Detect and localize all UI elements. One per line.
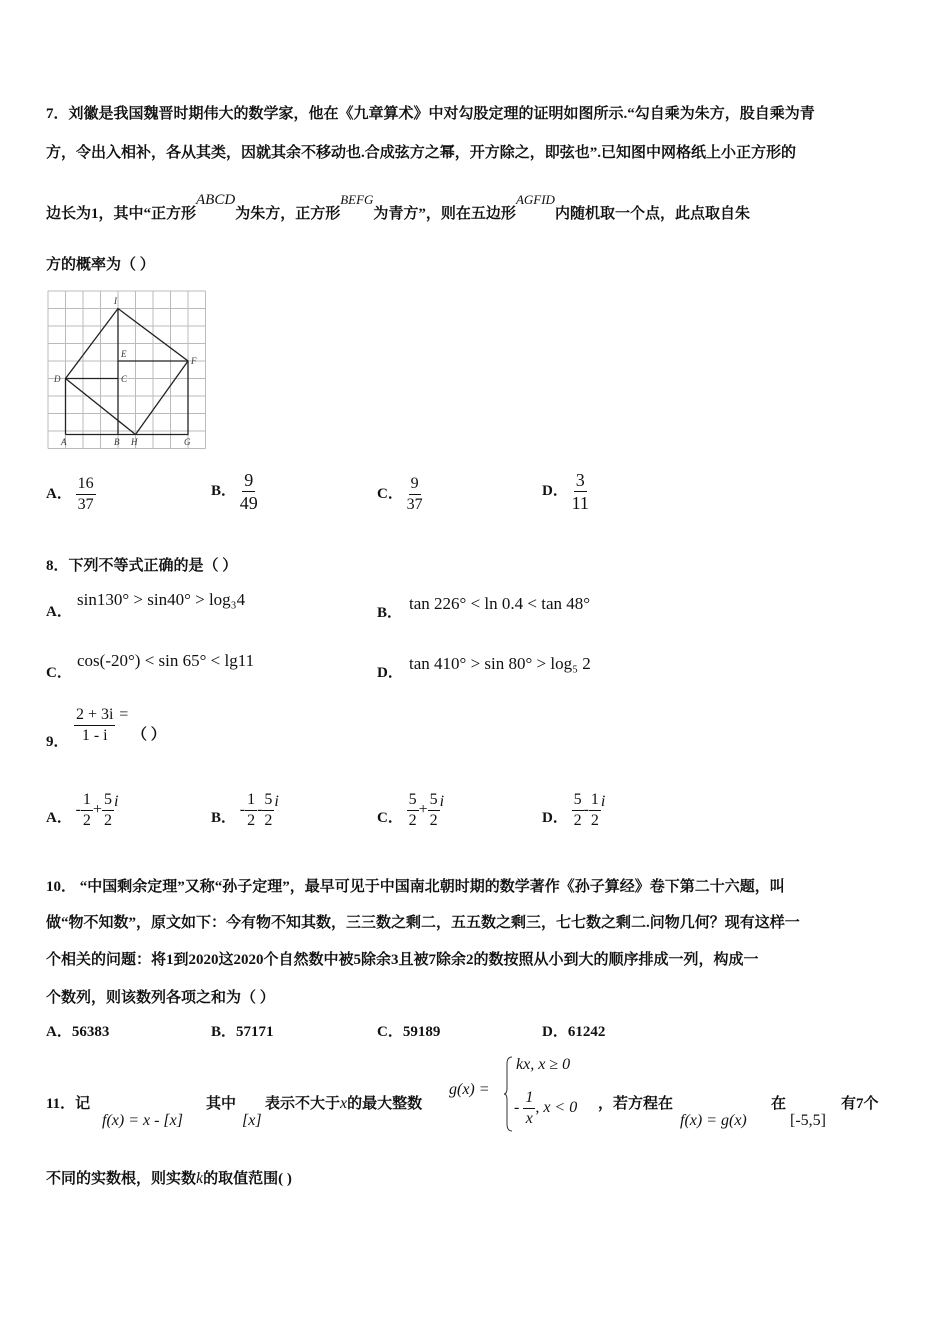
option-label: C． <box>377 1024 403 1040</box>
q11-text: 其中 <box>206 1096 237 1112</box>
q8-option-b-expr: tan 226° < ln 0.4 < tan 48° <box>409 594 591 613</box>
denominator: 37 <box>77 496 94 513</box>
label-b: B <box>114 437 120 447</box>
denominator: 2 <box>82 812 91 829</box>
q8-option-c-label[interactable]: C． <box>46 665 72 681</box>
q9-number: 9． <box>46 734 69 750</box>
q7-line-1: 7．刘徽是我国魏晋时期伟大的数学家，他在《九章算术》中对勾股定理的证明如图所示.“勾自乘为朱方，股自乘为青 <box>46 106 815 122</box>
q7-option-a[interactable] <box>46 474 96 515</box>
q8-option-d-label[interactable]: D． <box>377 665 403 681</box>
q7-option-c[interactable] <box>377 474 423 515</box>
q9-expression <box>74 705 166 746</box>
q9-option-b[interactable] <box>211 790 279 831</box>
text: 表示不大于 <box>265 1096 341 1112</box>
label-f: F <box>191 356 197 366</box>
math-abcd: ABCD <box>196 192 236 208</box>
q10-option-d[interactable] <box>542 1020 605 1041</box>
text: 的取值范围( ) <box>203 1171 292 1187</box>
operator: - <box>257 800 263 818</box>
denominator: 49 <box>239 493 258 513</box>
q8-title: 8．下列不等式正确的是（ ） <box>46 558 238 574</box>
option-label: A． <box>46 485 72 502</box>
numerator: 5 <box>102 790 114 811</box>
denominator: x <box>525 1110 533 1127</box>
imaginary-unit: i <box>600 792 606 810</box>
imaginary-unit: i <box>439 792 445 810</box>
q10-option-a[interactable] <box>46 1020 109 1041</box>
q7-line-4: 方的概率为（ ） <box>46 257 155 273</box>
label-a: A <box>61 437 67 447</box>
math-agfid: AGFID <box>515 192 555 207</box>
sign: - <box>239 800 246 818</box>
q8-option-a-label[interactable]: A． <box>46 604 72 620</box>
q11-line-2 <box>46 1167 292 1188</box>
option-value: 56383 <box>71 1024 110 1040</box>
denominator: 2 <box>247 812 256 829</box>
text: 不同的实数根，则实数 <box>46 1171 197 1187</box>
denominator: 2 <box>429 812 438 829</box>
label-d: D <box>54 374 61 384</box>
numerator: 5 <box>407 790 419 811</box>
q8-option-d-expr: tan 410° > sin 80° > log₅ 2 <box>409 654 591 673</box>
math-befg: BEFG <box>340 192 374 207</box>
text: 为青方”，则在五边形 <box>373 206 516 222</box>
option-label: D． <box>542 482 568 499</box>
q11-case-2 <box>514 1088 577 1129</box>
text: 边长为1，其中“正方形 <box>46 206 197 222</box>
math-x: x <box>340 1095 348 1112</box>
q11-text: 有7个 <box>841 1096 879 1112</box>
option-label: B． <box>211 482 237 499</box>
q11-case-1: kx, x ≥ 0 <box>516 1056 571 1073</box>
label-h: H <box>131 437 138 447</box>
imaginary-unit: i <box>113 792 119 810</box>
numerator: 9 <box>409 474 421 495</box>
denominator: 2 <box>264 812 273 829</box>
q11-text: ，若方程在 <box>598 1096 674 1112</box>
q8-option-b-label[interactable]: B． <box>377 605 403 621</box>
sign: - <box>75 800 81 818</box>
q11-gx: g(x) = <box>449 1081 490 1098</box>
denominator: 2 <box>408 812 417 829</box>
numerator: 2 + 3i <box>74 705 115 726</box>
numerator: 5 <box>572 790 584 811</box>
condition: , x < 0 <box>535 1099 578 1117</box>
label-e: E <box>121 349 127 359</box>
denominator: 2 <box>590 812 599 829</box>
q11-text <box>265 1092 422 1113</box>
q11-fx-def: f(x) = x - [x] <box>102 1112 183 1129</box>
denominator: 2 <box>103 812 112 829</box>
q7-option-d[interactable] <box>542 469 589 514</box>
q10-line-2: 做“物不知数”，原文如下：今有物不知其数，三三数之剩二，五五数之剩三，七七数之剩二.问物几何？现有这样一 <box>46 915 800 931</box>
denominator: 37 <box>406 496 423 513</box>
q9-option-d[interactable] <box>542 790 605 831</box>
brace-icon <box>503 1056 513 1132</box>
label-g: G <box>184 437 191 447</box>
option-value: 57171 <box>236 1024 274 1040</box>
numerator: 1 <box>245 790 257 811</box>
option-label: C． <box>377 485 403 502</box>
q9-option-c[interactable] <box>377 790 444 831</box>
operator: - <box>583 800 589 818</box>
option-value: 61242 <box>567 1024 606 1040</box>
operator: + <box>418 800 428 818</box>
numerator: 3 <box>575 470 585 490</box>
q8-option-c-expr: cos(-20°) < sin 65° < lg11 <box>77 651 255 670</box>
option-label: D． <box>542 809 568 826</box>
option-label: B． <box>211 1024 237 1040</box>
numerator: 1 <box>589 790 601 811</box>
q10-line-1: 10． “中国剩余定理”又称“孙子定理”，最早可见于中国南北朝时期的数学著作《孙子算经》卷下第二十六题，叫 <box>46 879 785 895</box>
q9-option-a[interactable] <box>46 790 118 831</box>
q7-option-b[interactable] <box>211 469 258 514</box>
numerator: 5 <box>428 790 440 811</box>
imaginary-unit: i <box>274 792 279 810</box>
label-i: I <box>114 296 117 306</box>
q7-line-3 <box>46 192 750 223</box>
option-label: D． <box>542 1024 568 1040</box>
minus: - <box>514 1099 520 1117</box>
numerator: 1 <box>523 1088 535 1109</box>
q10-line-3: 个相关的问题：将1到2020这2020个自然数中被5除余3且被7除余2的数按照从小到大的顺序排成一列，构成一 <box>46 952 759 968</box>
text: 为朱方，正方形 <box>235 206 341 222</box>
q11-floor-x: [x] <box>242 1112 262 1129</box>
numerator: 16 <box>76 474 96 495</box>
numerator: 5 <box>262 790 274 811</box>
math-k: k <box>196 1170 204 1187</box>
denominator: 2 <box>573 812 582 829</box>
pythagorean-grid-figure <box>46 289 208 451</box>
q11-prefix: 11．记 <box>46 1096 91 1112</box>
q10-line-4: 个数列，则该数列各项之和为（ ） <box>46 990 275 1006</box>
text: 内随机取一个点，此点取自朱 <box>554 206 750 222</box>
denominator: 11 <box>571 493 589 513</box>
denominator: 1 - i <box>81 727 108 744</box>
q7-line-2: 方，令出入相补，各从其类，因就其余不移动也.合成弦方之幂，开方除之，即弦也”.已知图中网格纸上小正方形的 <box>46 145 797 161</box>
equals: = <box>119 705 129 723</box>
q11-interval: [-5,5] <box>790 1112 826 1129</box>
text: 的最大整数 <box>347 1096 423 1112</box>
label-c: C <box>121 374 128 384</box>
operator: + <box>92 800 102 818</box>
option-label: A． <box>46 1024 72 1040</box>
option-value: 59189 <box>402 1024 441 1040</box>
numerator: 9 <box>244 470 254 490</box>
numerator: 1 <box>81 790 93 811</box>
q8-option-a-expr: sin130° > sin40° > log₃4 <box>77 590 246 609</box>
q11-text: 在 <box>771 1096 787 1112</box>
option-label: C． <box>377 809 403 826</box>
figure-lines <box>66 309 189 435</box>
option-label: B． <box>211 809 237 826</box>
option-label: A． <box>46 809 72 826</box>
q10-option-b[interactable] <box>211 1020 274 1041</box>
q10-option-c[interactable] <box>377 1020 440 1041</box>
blank-paren: （ ） <box>132 726 166 743</box>
q11-equation: f(x) = g(x) <box>680 1112 747 1129</box>
